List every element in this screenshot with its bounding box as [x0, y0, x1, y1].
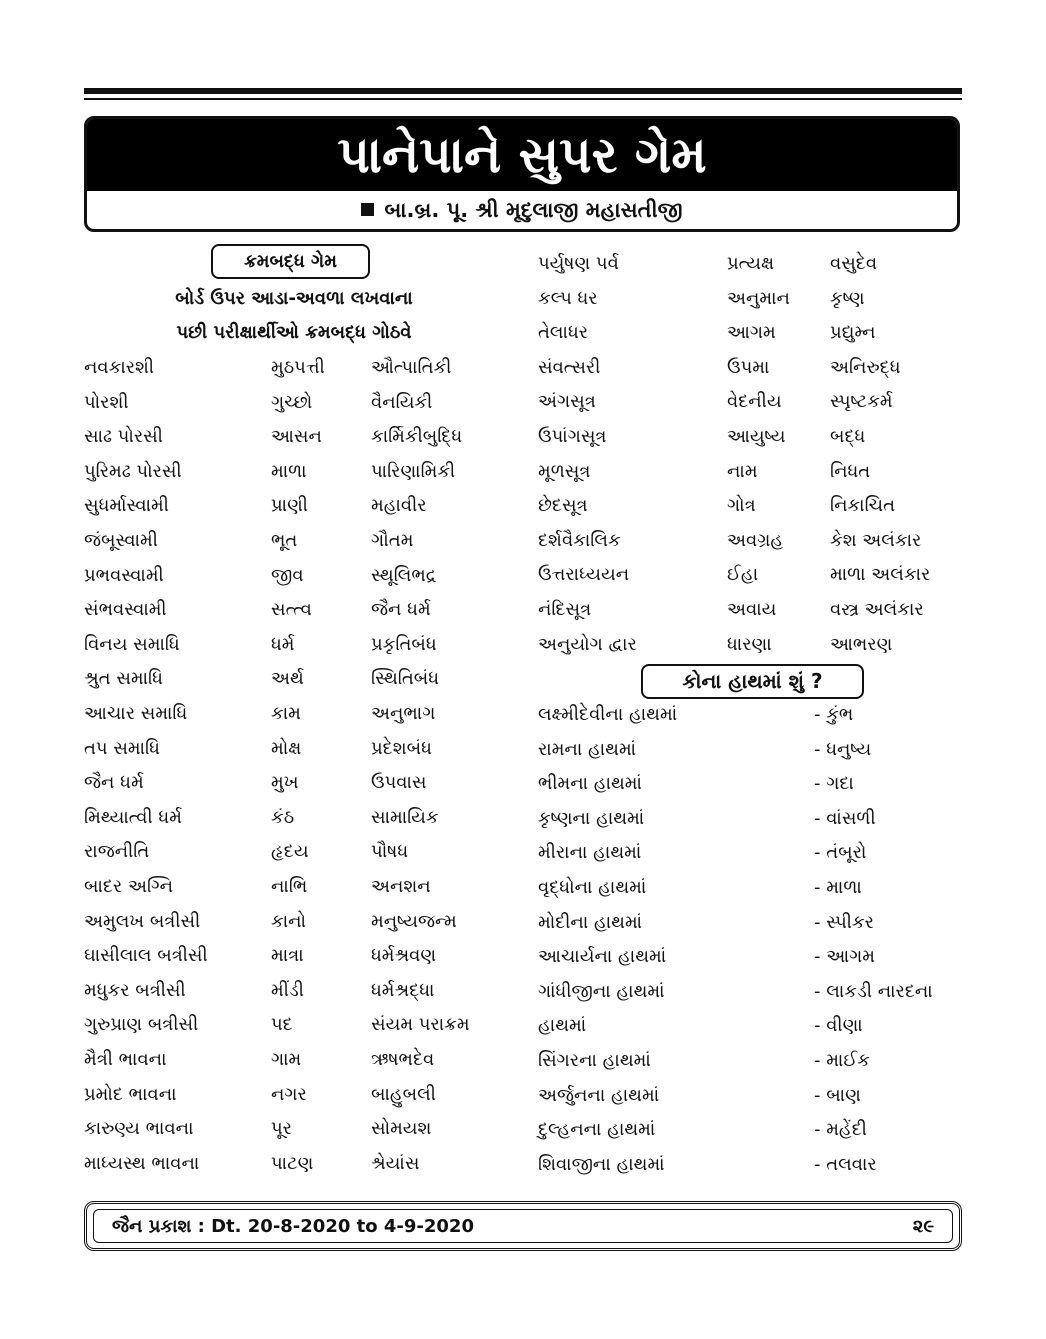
left-table-row-cell: માળા — [271, 460, 307, 482]
right-table-row-cell: બદ્ધ — [830, 426, 866, 447]
right-table-row-cell: ઉપાંગસૂત્ર — [538, 426, 607, 447]
kona-row-cell: - ધનુષ્ય — [814, 738, 872, 760]
left-table-row-cell: સુધર્માસ્વામી — [84, 495, 169, 517]
left-table-row-cell: પ્રાણી — [271, 495, 308, 517]
kona-row — [538, 1113, 958, 1147]
kona-row-cell: લક્ષ્મીદેવીના હાથમાં — [538, 704, 678, 725]
author-line — [87, 191, 957, 229]
left-table-row-cell: મીંડી — [271, 979, 304, 1001]
left-table-row-cell: અર્થ — [271, 668, 304, 690]
left-table-row-cell: ધર્મશ્રદ્ધા — [371, 979, 435, 1001]
left-table-row-cell: અનુભાગ — [371, 703, 436, 724]
left-table-row-cell: નગર — [271, 1083, 307, 1105]
left-table-row-cell: હૃદય — [271, 841, 309, 863]
left-table-row-cell: ઉપવાસ — [371, 772, 427, 794]
left-table-row-cell: સાઢ પોરસી — [84, 426, 163, 448]
left-table-row — [84, 697, 524, 731]
left-table-row — [84, 351, 524, 385]
left-table-row-cell: તપ સમાધિ — [84, 737, 160, 759]
left-table-row-cell: નવકારશી — [84, 357, 155, 378]
left-table-row-cell: ગુરુપ્રાણ બત્રીસી — [84, 1014, 199, 1036]
kona-row — [538, 836, 958, 870]
left-table-row — [84, 835, 524, 869]
left-table-row-cell: કારુણ્ય ભાવના — [84, 1118, 194, 1140]
left-table-row-cell: શ્રેયાંસ — [371, 1152, 420, 1174]
kona-row — [538, 1079, 958, 1113]
right-table-row — [538, 247, 958, 281]
left-table-row-cell: રાજનીતિ — [84, 841, 150, 863]
left-table-row-cell: ગુચ્છો — [271, 391, 313, 413]
left-table-row-cell: સ્થિતિબંધ — [371, 668, 440, 690]
right-table-row-cell: કેશ અલંકાર — [830, 529, 922, 551]
left-table-row-cell: અમુલખ બત્રીસી — [84, 910, 201, 932]
kona-row-cell: - તલવાર — [814, 1153, 877, 1175]
left-table-row-cell: વૈનયિકી — [371, 391, 433, 413]
kona-row — [538, 1148, 958, 1182]
kona-row-cell: હાથમાં — [538, 1015, 587, 1037]
left-table-row-cell: પોરશી — [84, 391, 129, 413]
page-title: પાનેપાને સુપર ગેમ — [87, 119, 957, 191]
left-table-row — [84, 455, 524, 489]
right-table-row-cell: અવગ્રહ — [727, 529, 784, 551]
left-table-row-cell: પાટણ — [271, 1152, 314, 1174]
kona-row-cell: સિંગરના હાથમાં — [538, 1050, 651, 1071]
right-table-row-cell: સ્પૃષ્ટકર્મ — [830, 391, 893, 413]
left-table-row-cell: પ્રમોદ ભાવના — [84, 1083, 177, 1105]
left-table-row-cell: ગૌતમ — [371, 530, 414, 551]
kona-row-cell: - મહેંદી — [814, 1119, 867, 1141]
left-table-row-cell: પ્રદેશબંધ — [371, 737, 432, 759]
footer-inner-border — [93, 1209, 953, 1243]
right-table-row — [538, 316, 958, 350]
right-table-row-cell: સંવત્સરી — [538, 356, 601, 378]
right-table-row-cell: વસુદેવ — [830, 253, 878, 274]
right-table-row-cell: માળા અલંકાર — [830, 564, 931, 586]
right-table-row — [538, 489, 958, 523]
left-table-row-cell: પ્રભવસ્વામી — [84, 564, 164, 586]
left-table-row — [84, 559, 524, 593]
left-table-row-cell: બાદર અગ્નિ — [84, 876, 174, 897]
kona-row-cell: મોદીના હાથમાં — [538, 911, 643, 933]
kona-row-cell: - કુંભ — [814, 704, 854, 725]
kona-row — [538, 767, 958, 801]
kona-row-cell: ભીમના હાથમાં — [538, 773, 642, 795]
right-table-row-cell: ઈહા — [727, 564, 759, 586]
square-bullet-icon — [361, 203, 374, 216]
left-table-row — [84, 524, 524, 558]
kona-row-cell: અર્જુનના હાથમાં — [538, 1084, 660, 1106]
left-table-row — [84, 939, 524, 973]
left-table-row-cell: બાહુબલી — [371, 1083, 436, 1105]
left-table-row-cell: વિનય સમાધિ — [84, 633, 180, 655]
right-table-row-cell: પ્રદ્યુમ્ન — [830, 322, 876, 344]
kona-row — [538, 975, 958, 1009]
page-number: ૨૯ — [912, 1216, 934, 1237]
kona-row-cell: - માળા — [814, 877, 862, 898]
right-table-row-cell: આભરણ — [830, 633, 893, 655]
kona-row-cell: વૃદ્ધોના હાથમાં — [538, 877, 647, 898]
left-table-row — [84, 593, 524, 627]
kram-heading: ક્રમબદ્ધ ગેમ — [211, 244, 370, 279]
kona-row-cell: - સ્પીકર — [814, 911, 874, 933]
left-table-row-cell: મનુષ્યજન્મ — [371, 910, 457, 932]
left-table-row — [84, 1112, 524, 1146]
kona-row — [538, 802, 958, 836]
left-table-row — [84, 732, 524, 766]
left-table-row-cell: અનશન — [371, 876, 431, 897]
left-table-row-cell: મુઠપત્તી — [271, 357, 325, 378]
left-table-row-cell: મૈત્રી ભાવના — [84, 1049, 167, 1070]
left-table-row-cell: ધર્મશ્રવણ — [371, 945, 437, 967]
left-table-row-cell: ઘાસીલાલ બત્રીસી — [84, 945, 208, 967]
left-table-row-cell: પૌષધ — [371, 841, 409, 863]
kona-row-cell: રામના હાથમાં — [538, 738, 637, 760]
left-table-row — [84, 766, 524, 800]
kona-row — [538, 698, 958, 732]
left-table-row — [84, 662, 524, 696]
left-table-row-cell: કામ — [271, 703, 301, 724]
kona-row — [538, 733, 958, 767]
right-table-row-cell: અંગસૂત્ર — [538, 391, 596, 413]
right-table-row — [538, 455, 958, 489]
kona-row-cell: - વીણા — [814, 1015, 863, 1037]
left-table-row — [84, 1008, 524, 1042]
right-table-row-cell: અનિરુદ્ધ — [830, 356, 901, 378]
left-table-row-cell: જંબૂસ્વામી — [84, 530, 158, 551]
kona-row-cell: - તંબૂરો — [814, 842, 867, 864]
left-table-row-cell: મહાવીર — [371, 495, 427, 517]
right-table-row-cell: ઉપમા — [727, 356, 770, 378]
kona-row-cell: - લાકડી નારદના — [814, 980, 933, 1002]
left-table-row — [84, 1043, 524, 1077]
left-table-row-cell: પારિણામિકી — [371, 460, 456, 482]
right-table-row — [538, 593, 958, 627]
footer — [84, 1201, 962, 1251]
left-table-row-cell: આસન — [271, 426, 322, 448]
right-table-row-cell: કૃષ્ણ — [830, 287, 865, 309]
left-table-row-cell: માત્રા — [271, 945, 304, 967]
left-table-row-cell: માધ્યસ્થ ભાવના — [84, 1152, 200, 1174]
left-table-row — [84, 628, 524, 662]
top-rule-thin — [84, 98, 962, 100]
left-table-row — [84, 801, 524, 835]
kona-row — [538, 1044, 958, 1078]
left-table-row — [84, 974, 524, 1008]
author-name: બા.બ્ર. પૂ. શ્રી મૃદુલાજી મહાસતીજી — [384, 198, 683, 222]
right-table-row — [538, 282, 958, 316]
right-table-row — [538, 351, 958, 385]
right-table-row-cell: આયુષ્ય — [727, 426, 786, 447]
left-table-row-cell: મધુકર બત્રીસી — [84, 979, 186, 1001]
right-table-row-cell: અનુમાન — [727, 287, 790, 309]
left-table-row-cell: ધર્મ — [271, 633, 295, 655]
kona-row-cell: શિવાજીના હાથમાં — [538, 1153, 665, 1175]
kona-row-cell: - માઈક — [814, 1050, 870, 1071]
right-table-row-cell: આગમ — [727, 322, 776, 344]
right-table-row-cell: ઉત્તરાધ્યયન — [538, 564, 630, 586]
left-table-row-cell: પૂર — [271, 1118, 292, 1140]
left-table-row — [84, 420, 524, 454]
right-table-row-cell: છેદસૂત્ર — [538, 495, 588, 517]
right-table-row-cell: ગોત્ર — [727, 495, 756, 517]
right-table-row-cell: વેદનીય — [727, 391, 782, 413]
right-table-row-cell: પ્રત્યક્ષ — [727, 253, 775, 274]
right-table-row-cell: નામ — [727, 460, 758, 482]
right-table-row — [538, 524, 958, 558]
left-table-row — [84, 905, 524, 939]
right-table-row-cell: પર્યુષણ પર્વ — [538, 253, 619, 274]
left-table-row — [84, 489, 524, 523]
right-table-row — [538, 558, 958, 592]
left-table-row-cell: કાનો — [271, 910, 307, 932]
left-table-row — [84, 386, 524, 420]
left-table-row-cell: મુખ — [271, 772, 299, 794]
kona-row-cell: મીરાના હાથમાં — [538, 842, 642, 864]
right-table-row-cell: કલ્પ ધર — [538, 287, 598, 309]
left-table-row-cell: ભૂત — [271, 530, 298, 551]
right-table-row-cell: તેલાધર — [538, 322, 589, 344]
left-table-row — [84, 1078, 524, 1112]
left-table-row-cell: કાર્મિકીબુદ્ધિ — [371, 426, 463, 448]
right-table-row-cell: નંદિસૂત્ર — [538, 599, 592, 620]
kona-row-cell: આચાર્યના હાથમાં — [538, 946, 667, 968]
kona-row-cell: - આગમ — [814, 946, 875, 968]
left-table-row-cell: પ્રકૃતિબંધ — [371, 633, 437, 655]
kram-intro-line-2: પછી પરીક્ષાર્થીઓ ક્રમબદ્ધ ગોઠવે — [176, 322, 412, 343]
right-table-row-cell: અનુયોગ દ્વાર — [538, 633, 637, 655]
right-table-row — [538, 420, 958, 454]
left-table-row — [84, 870, 524, 904]
kona-row — [538, 1009, 958, 1043]
kona-row — [538, 940, 958, 974]
left-table-row — [84, 1147, 524, 1181]
left-table-row-cell: જૈન ધર્મ — [84, 772, 144, 794]
top-rule-thick — [84, 88, 962, 94]
right-table-row-cell: નિધત — [830, 460, 871, 482]
right-table-row-cell: ધારણા — [727, 633, 772, 655]
header-box — [84, 116, 960, 232]
kona-row-cell: ગાંધીજીના હાથમાં — [538, 980, 665, 1002]
left-table-row-cell: સ્થૂલિભદ્ર — [371, 564, 437, 586]
kona-row-cell: દુલ્હનના હાથમાં — [538, 1119, 656, 1141]
left-table-row-cell: આચાર સમાધિ — [84, 703, 188, 724]
left-table-row-cell: જીવ — [271, 564, 304, 586]
right-table-row-cell: મૂળસૂત્ર — [538, 460, 591, 482]
left-table-row-cell: મિથ્યાત્વી ધર્મ — [84, 806, 182, 828]
left-table-row-cell: જૈન ધર્મ — [371, 599, 431, 621]
kona-heading: કોના હાથમાં શું ? — [641, 664, 864, 699]
kram-intro-line-1: બોર્ડ ઉપર આડા-અવળા લખવાના — [175, 288, 413, 309]
left-table-row-cell: સત્ત્વ — [271, 599, 312, 621]
right-table-row-cell: વસ્ત્ર અલંકાર — [830, 599, 924, 620]
kona-row-cell: - વાંસળી — [814, 807, 876, 829]
left-table-row-cell: સામાયિક — [371, 806, 439, 828]
left-table-row-cell: સંભવસ્વામી — [84, 599, 167, 621]
left-table-row-cell: ઔત્પાતિકી — [371, 357, 452, 378]
left-table-row-cell: સોમયશ — [371, 1118, 432, 1140]
left-table-row-cell: મોક્ષ — [271, 737, 302, 759]
right-table-row-cell: દર્શવૈકાલિક — [538, 529, 621, 551]
left-table-row-cell: સંયમ પરાક્રમ — [371, 1014, 470, 1036]
kona-row-cell: કૃષ્ણના હાથમાં — [538, 807, 645, 829]
left-table-row-cell: પદ — [271, 1014, 293, 1036]
footer-publication: જૈન પ્રકાશ : Dt. 20-8-2020 to 4-9-2020 — [112, 1216, 474, 1237]
left-table-row-cell: પુરિમઢ પોરસી — [84, 460, 182, 482]
kona-row — [538, 871, 958, 905]
kona-row-cell: - ગદા — [814, 773, 854, 795]
right-table-row-cell: નિકાચિત — [830, 495, 895, 517]
kona-row — [538, 906, 958, 940]
left-table-row-cell: ગામ — [271, 1049, 302, 1070]
left-table-row-cell: નાભિ — [271, 876, 308, 897]
right-table-row-cell: અવાય — [727, 599, 777, 620]
right-table-row — [538, 385, 958, 419]
kona-row-cell: - બાણ — [814, 1084, 861, 1106]
right-table-row — [538, 628, 958, 662]
left-table-row-cell: શ્રુત સમાધિ — [84, 668, 163, 690]
left-table-row-cell: ઋષભદેવ — [371, 1049, 435, 1070]
left-table-row-cell: કંઠ — [271, 806, 295, 828]
